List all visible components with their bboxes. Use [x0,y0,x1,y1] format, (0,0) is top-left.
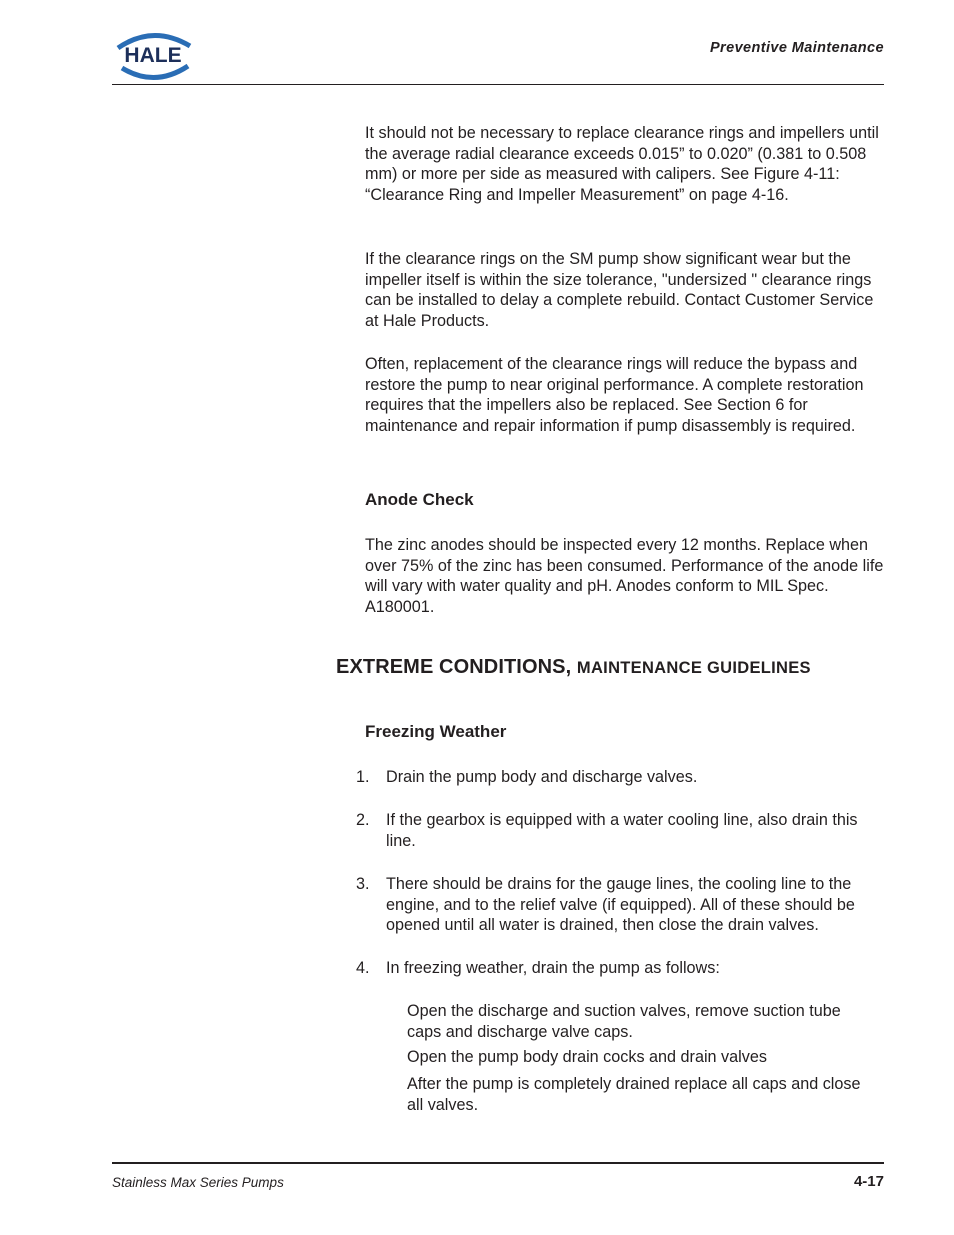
manual-title: Stainless Max Series Pumps [112,1175,284,1190]
step-text: Drain the pump body and discharge valves. [386,768,698,786]
step-text: There should be drains for the gauge lines, the cooling line to the engine, and to the relief valve (if equipped). All of these should be opened until all water is drained, then close the drain valves. [386,875,855,935]
hale-logo [110,28,196,82]
heading-main: EXTREME CONDITIONS, [336,656,572,678]
heading-freezing-weather: Freezing Weather [365,722,507,741]
substep-item: Open the discharge and suction valves, remove suction tube caps and discharge valve caps. [407,1002,841,1041]
paragraph-undersized-rings [365,249,885,331]
paragraph-text: Often, replacement of the clearance rings will reduce the bypass and restore the pump to near original performance. A complete restoration requires that the impellers also be replaced. See Section 6 for maintenance and repair information if pump disassembly is required. [365,355,864,435]
section-title: Preventive Maintenance [709,40,884,56]
heading-anode-check: Anode Check [365,490,474,509]
step-number: 2. [356,811,370,829]
paragraph-anodes [365,535,885,617]
substep-item: After the pump is completely drained replace all caps and close all valves. [407,1075,861,1114]
paragraph-text: It should not be necessary to replace clearance rings and impellers until the average radial clearance exceeds 0.015” to 0.020” (0.381 to 0.508 mm) or more per side as measured with calipers. See Figure 4-11: “Clearance Ring and Impeller Measurement” on page 4-16. [365,124,879,204]
paragraph-clearance-rings [365,123,885,205]
step-number: 1. [356,768,370,786]
step-text: In freezing weather, drain the pump as follows: [386,959,720,977]
heading-sub: MAINTENANCE GUIDELINES [576,659,811,677]
logo-text: HALE [124,44,182,67]
step-number: 3. [356,875,370,893]
paragraph-text: If the clearance rings on the SM pump show significant wear but the impeller itself is within the size tolerance, "undersized " clearance rings can be installed to delay a complete rebuild. Contact Customer Service at Hale Products. [365,250,874,330]
substep-item: Open the pump body drain cocks and drain valves [407,1048,767,1066]
heading-extreme-conditions [336,656,811,679]
paragraph-text: The zinc anodes should be inspected every 12 months. Replace when over 75% of the zinc has been consumed. Performance of the anode life will vary with water quality and pH. Anodes conform to MIL Spec. A180001. [365,536,884,616]
step-number: 4. [356,959,370,977]
page-number: 4-17 [853,1173,884,1190]
step-text: If the gearbox is equipped with a water cooling line, also drain this line. [386,811,858,850]
footer-divider [112,1162,884,1164]
paragraph-replacement [365,354,885,436]
header-divider [112,84,884,85]
